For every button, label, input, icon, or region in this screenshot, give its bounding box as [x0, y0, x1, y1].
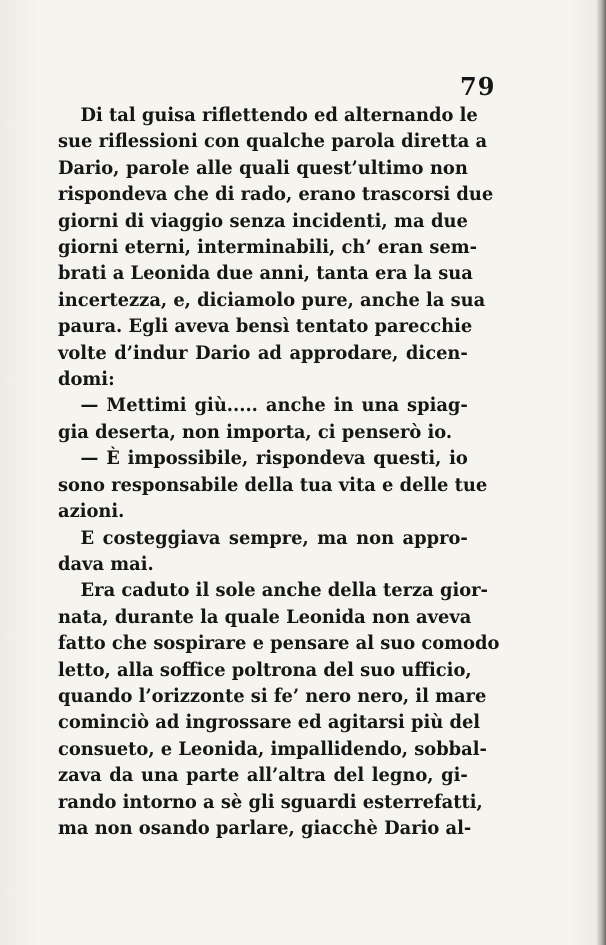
text-line: rando intorno a sè gli sguardi esterrefatti, — [58, 790, 483, 813]
text-line: quando l’orizzonte si fe’ nero nero, il mare — [58, 684, 487, 707]
page-edge-shadow — [596, 0, 606, 945]
text-line: Era caduto il sole anche della terza gior- — [80, 579, 488, 602]
text-line: brati a Leonida due anni, tanta era la sua — [58, 262, 473, 285]
text-line: domi: — [58, 368, 115, 391]
text-line: sono responsabile della tua vita e delle tue — [58, 473, 488, 496]
text-line: dava mai. — [58, 552, 154, 575]
text-line: nata, durante la quale Leonida non aveva — [58, 605, 472, 628]
text-line: incertezza, e, diciamolo pure, anche la sua — [58, 288, 486, 311]
text-line: consueto, e Leonida, impallidendo, sobbal- — [58, 737, 487, 760]
text-line: sue riflessioni con qualche parola diretta a — [58, 130, 488, 153]
page-number: 79 — [460, 72, 496, 101]
text-line: rispondeva che di rado, erano trascorsi due — [58, 183, 494, 206]
text-line: — Mettimi giù..... anche in una spiag- — [80, 394, 468, 417]
text-line: Dario, parole alle quali quest’ultimo non — [58, 156, 468, 179]
body-text — [58, 102, 500, 841]
text-line: Di tal guisa riflettendo ed alternando le — [80, 104, 478, 126]
text-line: zava da una parte all’altra del legno, gi- — [58, 764, 468, 787]
text-line: volte d’indur Dario ad approdare, dicen- — [58, 341, 468, 364]
text-line: paura. Egli aveva bensì tentato parecchie — [58, 315, 473, 338]
text-line: letto, alla soffice poltrona del suo ufficio, — [58, 658, 472, 681]
text-line: azioni. — [58, 500, 125, 523]
text-line: gia deserta, non importa, ci penserò io. — [58, 420, 453, 443]
text-line: fatto che sospirare e pensare al suo comodo — [58, 632, 500, 655]
text-line: cominciò ad ingrossare ed agitarsi più del — [58, 711, 481, 734]
text-line: ma non osando parlare, giacchè Dario al- — [58, 816, 472, 839]
text-line: giorni di viaggio senza incidenti, ma due — [58, 209, 468, 232]
text-line: giorni eterni, interminabili, ch’ eran sem- — [58, 236, 478, 259]
text-line: E costeggiava sempre, ma non appro- — [80, 526, 468, 549]
text-line: — È impossibile, rispondeva questi, io — [80, 447, 468, 470]
